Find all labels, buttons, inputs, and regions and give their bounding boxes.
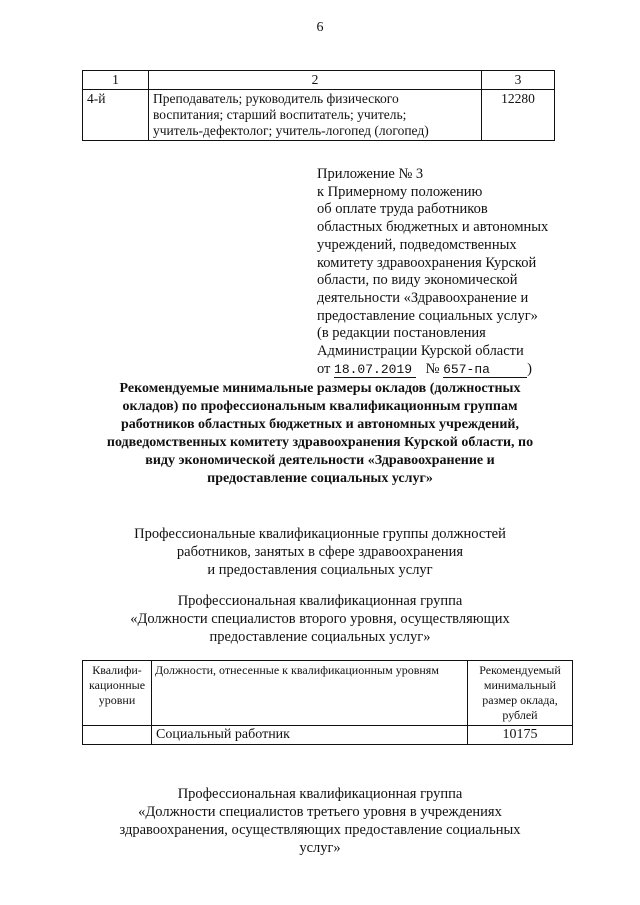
row-position: Социальный работник xyxy=(152,726,468,745)
row-salary: 10175 xyxy=(468,726,573,745)
main-title-line: работников областных бюджетных и автономных учреждений, xyxy=(121,417,519,432)
positions-line: воспитания; старший воспитатель; учитель; xyxy=(153,107,407,122)
appendix-date-line xyxy=(317,361,607,379)
decree-number: 657-па xyxy=(443,363,527,378)
group2-title-line: услуг» xyxy=(299,840,341,856)
appendix-line: учреждений, подведомственных xyxy=(317,236,517,253)
header-salary xyxy=(468,661,573,726)
appendix-line: области, по виду экономической xyxy=(317,272,518,289)
group2-title-line: «Должности специалистов третьего уровня в учреждениях xyxy=(138,804,502,820)
appendix-line: Приложение № 3 xyxy=(317,166,424,182)
group1-title-line: «Должности специалистов второго уровня, осуществляющих xyxy=(130,611,510,627)
level-cell: 4-й xyxy=(83,90,149,141)
appendix-line: предоставление социальных услуг» xyxy=(317,307,538,324)
appendix-line: к Примерному положению xyxy=(317,183,483,200)
positions-line: учитель-дефектолог; учитель-логопед (логопед) xyxy=(153,123,429,138)
header-level-line: уровни xyxy=(98,693,136,707)
header-salary-line: рублей xyxy=(502,708,538,722)
top-table xyxy=(82,70,555,141)
top-table-header-cell: 2 xyxy=(149,71,482,90)
header-salary-line: минимальный xyxy=(483,678,557,692)
header-level xyxy=(83,661,152,726)
header-level-line: кационные xyxy=(88,678,146,692)
row-level xyxy=(83,726,152,745)
salary-cell: 12280 xyxy=(482,90,555,141)
group2-title xyxy=(60,785,580,857)
main-title-line: виду экономической деятельности «Здравоохранение и xyxy=(145,453,495,468)
top-table-header-cell: 3 xyxy=(482,71,555,90)
header-salary-line: размер оклада, xyxy=(482,693,558,707)
top-table-header-row xyxy=(83,71,555,90)
positions-cell xyxy=(149,90,482,141)
positions-line: Преподаватель; руководитель физического xyxy=(153,91,399,106)
group1-title xyxy=(60,592,580,646)
appendix-line: комитету здравоохранения Курской xyxy=(317,254,537,271)
group-heading-line: Профессиональные квалификационные группы должностей xyxy=(134,526,506,542)
appendix-line: об оплате труда работников xyxy=(317,201,488,218)
group-heading-line: и предоставления социальных услуг xyxy=(207,562,433,578)
group1-title-line: предоставление социальных услуг» xyxy=(209,629,431,645)
decree-date: 18.07.2019 xyxy=(334,363,416,378)
group-heading-line: работников, занятых в сфере здравоохранения xyxy=(176,544,464,560)
main-title-line: подведомственных комитету здравоохранения Курской области, по xyxy=(106,435,534,450)
main-title-line: Рекомендуемые минимальные размеры окладов (должностных xyxy=(119,381,521,396)
main-title-line: предоставление социальных услуг» xyxy=(207,471,433,486)
page-number: 6 xyxy=(316,20,324,35)
appendix-line: (в редакции постановления xyxy=(317,325,486,342)
appendix-line: областных бюджетных и автономных xyxy=(317,219,549,236)
header-salary-line: Рекомендуемый xyxy=(479,663,561,677)
group2-title-line: Профессиональная квалификационная группа xyxy=(177,786,463,802)
group2-title-line: здравоохранения, осуществляющих предоставление социальных xyxy=(119,822,521,838)
top-table-row xyxy=(83,90,555,141)
closing-bracket: ) xyxy=(527,360,532,377)
appendix-block xyxy=(317,166,607,378)
group1-title-line: Профессиональная квалификационная группа xyxy=(177,593,463,609)
appendix-line: Администрации Курской области xyxy=(317,343,524,360)
main-title-line: окладов) по профессиональным квалификационным группам xyxy=(122,399,518,414)
top-table-header-cell: 1 xyxy=(83,71,149,90)
salary-table-row xyxy=(83,726,573,745)
header-positions: Должности, отнесенные к квалификационным уровням xyxy=(152,661,468,726)
main-title xyxy=(80,380,560,488)
header-level-line: Квалифи- xyxy=(92,663,142,677)
appendix-line: деятельности «Здравоохранение и xyxy=(317,289,529,306)
date-prefix: от xyxy=(317,360,331,377)
group-heading xyxy=(60,525,580,579)
salary-table-header-row xyxy=(83,661,573,726)
salary-table xyxy=(82,660,573,745)
number-sign: № xyxy=(425,360,440,377)
